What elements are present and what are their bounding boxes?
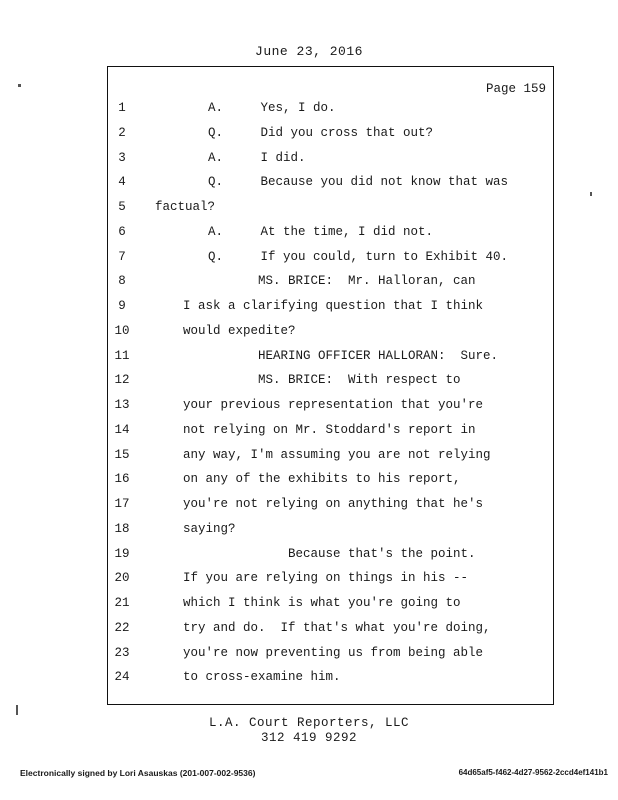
line-text: If you are relying on things in his -- bbox=[183, 571, 469, 586]
transcript-line bbox=[0, 101, 618, 121]
line-text: Q. Did you cross that out? bbox=[208, 125, 434, 140]
transcript-line bbox=[0, 250, 618, 270]
line-text: MS. BRICE: With respect to bbox=[258, 373, 461, 388]
line-number: 23 bbox=[114, 645, 130, 660]
transcript-line bbox=[0, 324, 618, 344]
transcript-line bbox=[0, 497, 618, 517]
line-text: you're now preventing us from being able bbox=[183, 645, 484, 660]
line-number: 16 bbox=[114, 472, 130, 487]
transcript-line bbox=[0, 670, 618, 690]
line-number: 18 bbox=[114, 521, 130, 536]
transcript-line bbox=[0, 126, 618, 146]
transcript-date: June 23, 2016 bbox=[255, 44, 363, 59]
line-number: 7 bbox=[118, 249, 126, 264]
line-text: HEARING OFFICER HALLORAN: Sure. bbox=[258, 348, 499, 363]
line-number: 19 bbox=[114, 546, 130, 561]
transcript-line bbox=[0, 349, 618, 369]
page-number: Page 159 bbox=[485, 82, 546, 96]
line-text: your previous representation that you're bbox=[183, 398, 484, 412]
line-text: saying? bbox=[183, 521, 236, 536]
line-text: you're not relying on anything that he's bbox=[183, 497, 484, 511]
line-text: Q. If you could, turn to Exhibit 40. bbox=[208, 249, 509, 264]
line-text: not relying on Mr. Stoddard's report in bbox=[183, 422, 476, 437]
line-text: to cross-examine him. bbox=[183, 670, 341, 685]
transcript-line bbox=[0, 646, 618, 666]
line-number: 4 bbox=[118, 175, 126, 190]
line-text: A. I did. bbox=[208, 150, 306, 165]
scan-mark bbox=[590, 192, 592, 196]
line-number: 17 bbox=[114, 497, 130, 511]
transcript-line bbox=[0, 571, 618, 591]
scan-mark bbox=[18, 84, 21, 87]
line-number: 14 bbox=[114, 422, 130, 437]
line-number: 12 bbox=[114, 373, 130, 388]
line-text: would expedite? bbox=[183, 323, 296, 338]
line-text: on any of the exhibits to his report, bbox=[183, 472, 461, 487]
transcript-line bbox=[0, 596, 618, 616]
scan-mark bbox=[16, 705, 18, 715]
transcript-line bbox=[0, 200, 618, 220]
line-text: any way, I'm assuming you are not relying bbox=[183, 447, 491, 462]
transcript-line bbox=[0, 448, 618, 468]
line-text: Because that's the point. bbox=[288, 546, 476, 561]
court-reporter-company: L.A. Court Reporters, LLC bbox=[208, 716, 410, 730]
document-id: 64d65af5-f462-4d27-9562-2ccd4ef141b1 bbox=[458, 768, 608, 777]
line-number: 3 bbox=[118, 150, 126, 165]
line-number: 15 bbox=[114, 447, 130, 462]
electronic-signature: Electronically signed by Lori Asauskas (201-007-002-9536) bbox=[20, 768, 256, 778]
line-text: try and do. If that's what you're doing, bbox=[183, 620, 491, 635]
line-number: 6 bbox=[118, 224, 126, 239]
transcript-line bbox=[0, 472, 618, 492]
line-number: 10 bbox=[114, 323, 130, 338]
line-text: A. At the time, I did not. bbox=[208, 224, 434, 239]
transcript-line bbox=[0, 398, 618, 418]
transcript-line bbox=[0, 299, 618, 319]
transcript-line bbox=[0, 175, 618, 195]
line-number: 8 bbox=[118, 274, 126, 289]
transcript-line bbox=[0, 225, 618, 245]
line-text: factual? bbox=[155, 200, 216, 214]
line-text: Q. Because you did not know that was bbox=[208, 175, 509, 190]
line-number: 21 bbox=[114, 596, 130, 610]
transcript-line bbox=[0, 373, 618, 393]
transcript-line bbox=[0, 274, 618, 294]
line-number: 5 bbox=[118, 200, 126, 214]
line-number: 2 bbox=[118, 125, 126, 140]
line-number: 11 bbox=[114, 348, 130, 363]
transcript-line bbox=[0, 522, 618, 542]
line-text: I ask a clarifying question that I think bbox=[183, 299, 484, 313]
transcript-line bbox=[0, 547, 618, 567]
line-text: which I think is what you're going to bbox=[183, 596, 461, 610]
transcript-line bbox=[0, 621, 618, 641]
transcript-line bbox=[0, 151, 618, 171]
line-text: A. Yes, I do. bbox=[208, 101, 336, 115]
court-reporter-phone: 312 419 9292 bbox=[260, 731, 357, 745]
line-text: MS. BRICE: Mr. Halloran, can bbox=[258, 274, 476, 289]
line-number: 20 bbox=[114, 571, 130, 586]
line-number: 22 bbox=[114, 620, 130, 635]
line-number: 13 bbox=[114, 398, 130, 412]
line-number: 24 bbox=[114, 670, 130, 685]
transcript-line bbox=[0, 423, 618, 443]
line-number: 1 bbox=[118, 101, 126, 115]
line-number: 9 bbox=[118, 299, 126, 313]
